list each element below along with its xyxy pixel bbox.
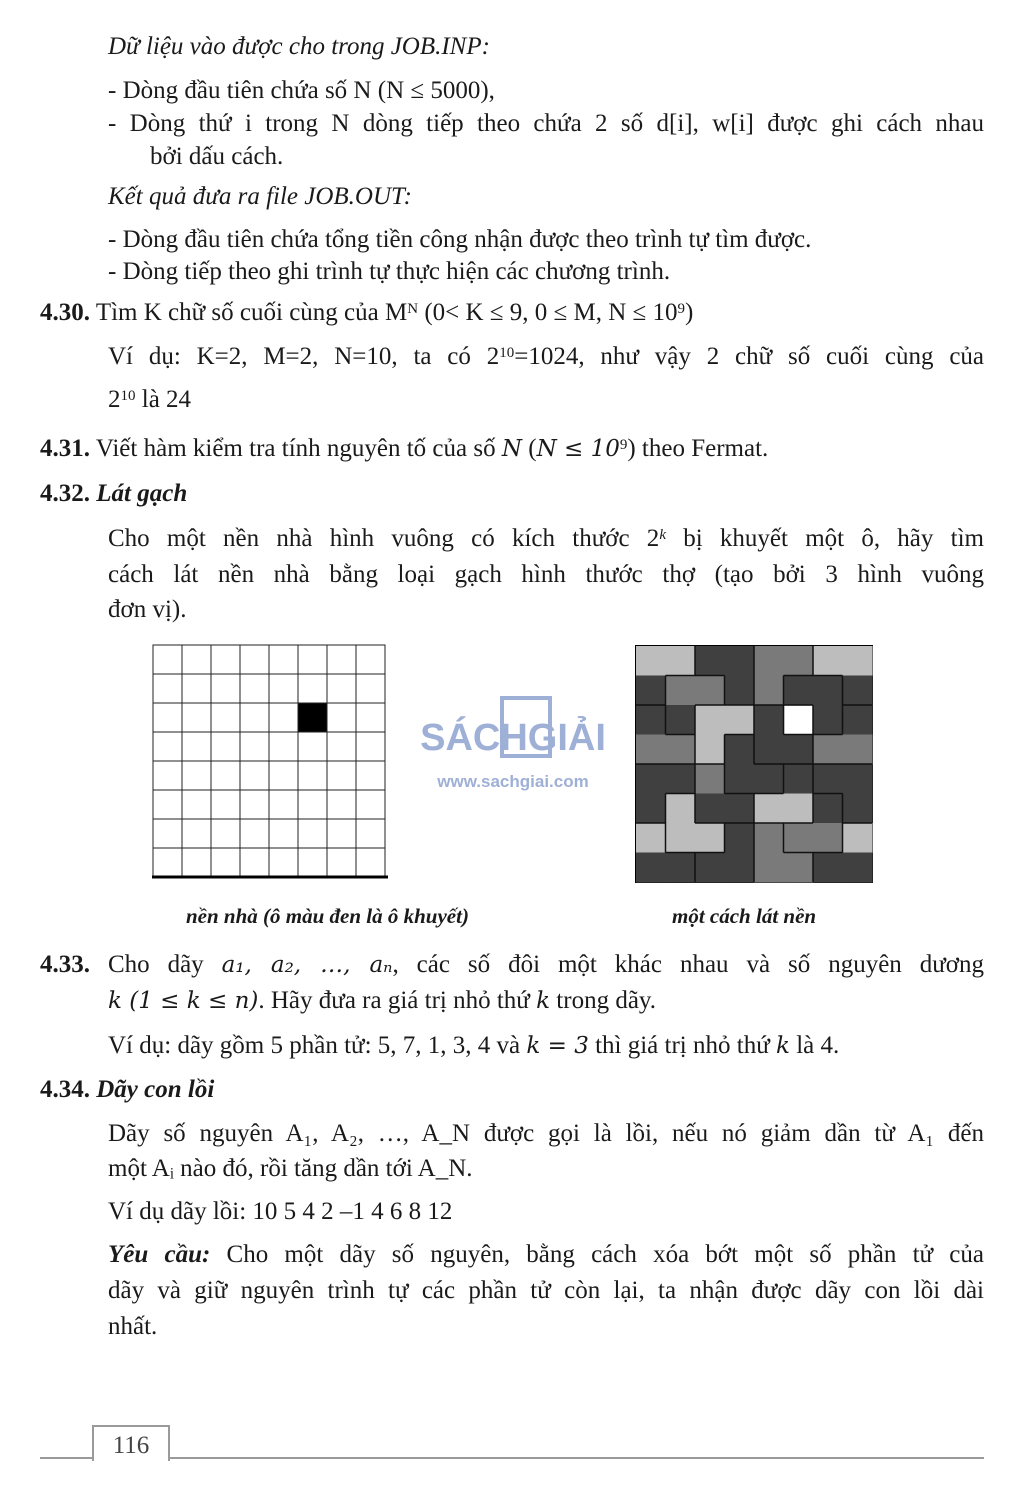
exercise-text: Cho dãy <box>107 951 222 978</box>
grid-cell <box>269 819 298 848</box>
watermark-logo-text: SÁCHGIẢI <box>420 717 606 759</box>
tromino-tile-cell <box>725 794 755 824</box>
tromino-tile-cell <box>636 705 666 735</box>
grid-cell <box>269 645 298 674</box>
exercise-number: 4.34. <box>40 1076 90 1103</box>
tromino-tile-cell <box>754 823 784 853</box>
tromino-tile-cell <box>636 646 666 676</box>
grid-cell <box>182 790 211 819</box>
grid-cell <box>356 732 385 761</box>
grid-cell <box>298 790 327 819</box>
tromino-tile-cell <box>725 764 755 794</box>
grid-cell <box>240 674 269 703</box>
tromino-tile-cell <box>813 705 843 735</box>
tromino-tile-cell <box>754 646 784 676</box>
exercise-text: Cho một nền nhà hình vuông có kích thước 2 <box>108 525 660 552</box>
grid-cell <box>327 848 356 877</box>
tromino-tile-cell <box>754 705 784 735</box>
grid-cell <box>182 761 211 790</box>
grid-cell <box>153 848 182 877</box>
math-k: k <box>536 988 551 1014</box>
exercise-number: 4.33. <box>40 951 90 978</box>
exercise-4-30 <box>40 296 693 330</box>
exercise-text: Tìm K chữ số cuối cùng của M <box>95 299 408 326</box>
footer-rule-right <box>166 1457 984 1459</box>
exercise-text: trong dãy. <box>550 987 657 1014</box>
grid-cell <box>269 703 298 732</box>
superscript: N <box>407 301 419 317</box>
tromino-tile-cell <box>636 853 666 883</box>
tromino-tile-cell <box>666 823 696 853</box>
grid-cell <box>269 674 298 703</box>
tromino-tile-cell <box>695 823 725 853</box>
tromino-tile-cell <box>666 705 696 735</box>
grid-cell <box>182 674 211 703</box>
exercise-number: 4.30. <box>40 299 90 326</box>
grid-cell <box>356 674 385 703</box>
exercise-text: bị khuyết một ô, hãy tìm <box>665 525 984 552</box>
tromino-tile-cell <box>754 735 784 765</box>
tromino-tile-cell <box>784 646 814 676</box>
requirement-label: Yêu cầu: <box>108 1241 211 1268</box>
tromino-tile-cell <box>695 853 725 883</box>
tromino-tile-cell <box>843 853 873 883</box>
exercise-4-32-line-1 <box>108 522 984 556</box>
grid-cell <box>153 790 182 819</box>
tiling-figure <box>634 644 874 884</box>
grid-cell <box>356 645 385 674</box>
tromino-tile-cell <box>695 764 725 794</box>
tromino-tile-cell <box>725 735 755 765</box>
caption-floor: nền nhà (ô màu đen là ô khuyết) <box>186 904 469 928</box>
grid-cell <box>356 790 385 819</box>
tromino-tile-cell <box>666 853 696 883</box>
grid-cell <box>211 674 240 703</box>
tromino-tile-cell <box>843 794 873 824</box>
math-cond: N ≤ 10 <box>536 436 620 462</box>
superscript: k <box>659 527 666 543</box>
exercise-4-31 <box>40 432 768 466</box>
tromino-tile-cell <box>666 735 696 765</box>
tromino-tile-cell <box>754 676 784 706</box>
exercise-4-34-line-1: Dãy số nguyên A₁, A₂, …, A_N được gọi là lồi, nếu nó giảm dần từ A₁ đến <box>108 1120 984 1147</box>
tromino-tile-cell <box>784 764 814 794</box>
tromino-tile-cell <box>813 853 843 883</box>
tromino-tile-cell <box>695 735 725 765</box>
input-item-2-cont: bởi dấu cách. <box>150 143 284 170</box>
page-number: 116 <box>92 1425 170 1461</box>
math-cond: (1 ≤ k ≤ n) <box>121 988 259 1014</box>
tromino-tile-cell <box>813 676 843 706</box>
grid-cell <box>240 645 269 674</box>
math-k: k <box>108 988 122 1014</box>
exercise-4-33-line-1 <box>40 948 984 982</box>
tromino-tile-cell <box>725 823 755 853</box>
grid-cell <box>153 819 182 848</box>
grid-cell <box>298 645 327 674</box>
exercise-text: , các số đôi một khác nhau và số nguyên dương <box>392 951 985 978</box>
grid-cell <box>356 761 385 790</box>
grid-cell <box>269 732 298 761</box>
grid-cell <box>240 703 269 732</box>
exercise-number: 4.31. <box>40 435 90 462</box>
tromino-tile-cell <box>813 764 843 794</box>
exercise-4-32-line-3: đơn vị). <box>108 596 187 623</box>
tromino-tile-cell <box>725 705 755 735</box>
grid-cell <box>327 645 356 674</box>
grid-cell <box>356 819 385 848</box>
exercise-4-34-line-2: một Aᵢ nào đó, rồi tăng dần tới A_N. <box>108 1155 473 1182</box>
exercise-title: Dãy con lồi <box>96 1076 215 1103</box>
math-sequence: a₁, a₂, …, aₙ <box>221 952 393 978</box>
grid-cell <box>153 732 182 761</box>
grid-cell <box>327 819 356 848</box>
grid-cell <box>327 703 356 732</box>
tromino-tile-cell <box>666 794 696 824</box>
grid-cell <box>327 761 356 790</box>
watermark-url: www.sachgiai.com <box>437 772 589 791</box>
example-text: thì giá trị nhỏ thứ <box>588 1032 776 1059</box>
tromino-tile-cell <box>725 646 755 676</box>
grid-cell <box>182 732 211 761</box>
tromino-tile-cell <box>695 705 725 735</box>
exercise-4-32-line-2: cách lát nền nhà bằng loại gạch hình thước thợ (tạo bởi 3 hình vuông <box>108 561 984 588</box>
grid-cell <box>327 790 356 819</box>
tromino-tile-cell <box>754 764 784 794</box>
tromino-tile-cell <box>843 646 873 676</box>
grid-cell <box>356 848 385 877</box>
grid-cell <box>153 674 182 703</box>
exercise-4-34-req-2: dãy và giữ nguyên trình tự các phần tử còn lại, ta nhận được dãy con lồi dài <box>108 1277 984 1304</box>
tromino-tile-cell <box>813 735 843 765</box>
exercise-text: Viết hàm kiểm tra tính nguyên tố của số <box>95 435 502 462</box>
grid-cell <box>269 848 298 877</box>
tromino-tile-cell <box>636 823 666 853</box>
superscript: 9 <box>677 301 685 317</box>
grid-cell <box>211 790 240 819</box>
grid-cell <box>298 848 327 877</box>
exercise-text: Cho một dãy số nguyên, bằng cách xóa bớt một số phần tử của <box>210 1241 984 1268</box>
tromino-tile-cell <box>784 823 814 853</box>
tromino-tile-cell <box>666 646 696 676</box>
grid-cell <box>211 645 240 674</box>
tromino-tile-cell <box>813 646 843 676</box>
exercise-4-33-line-2 <box>108 984 656 1018</box>
exercise-4-30-example <box>108 340 984 374</box>
tromino-tile-cell <box>784 676 814 706</box>
output-item-1: - Dòng đầu tiên chứa tổng tiền công nhận được theo trình tự tìm được. <box>108 226 812 253</box>
exercise-text: (0< K ≤ 9, 0 ≤ M, N ≤ 10 <box>418 299 678 326</box>
grid-cell <box>182 703 211 732</box>
grid-cell <box>327 732 356 761</box>
input-item-1: - Dòng đầu tiên chứa số N (N ≤ 5000), <box>108 77 495 104</box>
tromino-tile-cell <box>725 676 755 706</box>
example-text: =1024, như vậy 2 chữ số cuối cùng của <box>514 343 985 370</box>
tromino-tile-cell <box>813 794 843 824</box>
grid-cell <box>182 848 211 877</box>
exercise-text: ) theo Fermat. <box>627 435 769 462</box>
superscript: 10 <box>120 388 136 404</box>
exercise-number: 4.32. <box>40 480 90 507</box>
tromino-tile-cell <box>843 823 873 853</box>
grid-cell <box>182 645 211 674</box>
exercise-4-30-example-cont <box>108 383 191 417</box>
grid-cell <box>240 790 269 819</box>
exercise-title: Lát gạch <box>96 480 188 507</box>
tromino-tile-cell <box>666 676 696 706</box>
tromino-tile-cell <box>843 764 873 794</box>
math-n: N <box>501 436 522 462</box>
tromino-tile-cell <box>784 794 814 824</box>
output-heading: Kết quả đưa ra file JOB.OUT: <box>108 183 412 210</box>
grid-cell <box>298 761 327 790</box>
grid-cell <box>211 848 240 877</box>
example-text: Ví dụ: K=2, M=2, N=10, ta có 2 <box>108 343 500 370</box>
grid-cell <box>211 703 240 732</box>
exercise-text: ( <box>521 435 537 462</box>
grid-cell <box>153 703 182 732</box>
grid-cell <box>211 732 240 761</box>
grid-cell <box>211 761 240 790</box>
tromino-tile-cell <box>666 764 696 794</box>
exercise-4-34-example: Ví dụ dãy lồi: 10 5 4 2 –1 4 6 8 12 <box>108 1198 453 1225</box>
example-text: là 24 <box>135 386 192 413</box>
grid-cell <box>153 761 182 790</box>
superscript: 9 <box>619 437 628 453</box>
footer-rule-left <box>40 1457 94 1459</box>
grid-cell <box>298 819 327 848</box>
math-k: k <box>776 1033 790 1059</box>
sachgiai-watermark-logo <box>408 690 618 800</box>
grid-cell <box>240 819 269 848</box>
grid-cell <box>240 761 269 790</box>
exercise-4-34-header <box>40 1073 214 1107</box>
exercise-4-32-header <box>40 477 187 511</box>
exercise-4-34-req-3: nhất. <box>108 1313 158 1340</box>
exercise-4-33-example <box>108 1029 839 1063</box>
input-item-2: - Dòng thứ i trong N dòng tiếp theo chứa 2 số d[i], w[i] được ghi cách nhau <box>108 110 984 137</box>
tromino-tile-cell <box>636 735 666 765</box>
floor-grid-figure <box>152 644 388 882</box>
grid-cell <box>269 790 298 819</box>
tromino-tile-cell <box>813 823 843 853</box>
tromino-tile-cell <box>695 646 725 676</box>
output-item-2: - Dòng tiếp theo ghi trình tự thực hiện các chương trình. <box>108 258 671 285</box>
grid-cell <box>298 732 327 761</box>
tromino-tile-cell <box>636 764 666 794</box>
tromino-tile-cell <box>695 794 725 824</box>
grid-cell <box>356 703 385 732</box>
tromino-tile-cell <box>843 735 873 765</box>
tromino-tile-cell <box>843 705 873 735</box>
grid-cell <box>211 819 240 848</box>
tromino-tile-cell <box>754 853 784 883</box>
grid-cell <box>182 819 211 848</box>
tromino-tile-cell <box>695 676 725 706</box>
grid-cell <box>327 674 356 703</box>
input-heading: Dữ liệu vào được cho trong JOB.INP: <box>108 33 490 60</box>
grid-cell <box>240 732 269 761</box>
exercise-4-34-req-1 <box>108 1238 984 1272</box>
tromino-tile-cell <box>754 794 784 824</box>
example-text: Ví dụ: dãy gồm 5 phần tử: 5, 7, 1, 3, 4 và <box>108 1032 527 1059</box>
tromino-tile-cell <box>636 676 666 706</box>
grid-cell <box>153 645 182 674</box>
tromino-tile-cell <box>725 853 755 883</box>
tromino-tile-cell <box>784 853 814 883</box>
grid-cell <box>298 674 327 703</box>
caption-tiling: một cách lát nền <box>672 904 817 928</box>
grid-cell <box>269 761 298 790</box>
math-k: k = 3 <box>526 1033 589 1059</box>
superscript: 10 <box>499 345 515 361</box>
exercise-text: ) <box>685 299 694 326</box>
tromino-tile-cell <box>636 794 666 824</box>
tromino-tile-cell <box>784 735 814 765</box>
example-text: là 4. <box>789 1032 840 1059</box>
tromino-tile-cell <box>843 676 873 706</box>
exercise-text: . Hãy đưa ra giá trị nhỏ thứ <box>258 987 537 1014</box>
grid-cell <box>240 848 269 877</box>
example-text: 2 <box>108 386 121 413</box>
missing-cell <box>298 703 327 732</box>
